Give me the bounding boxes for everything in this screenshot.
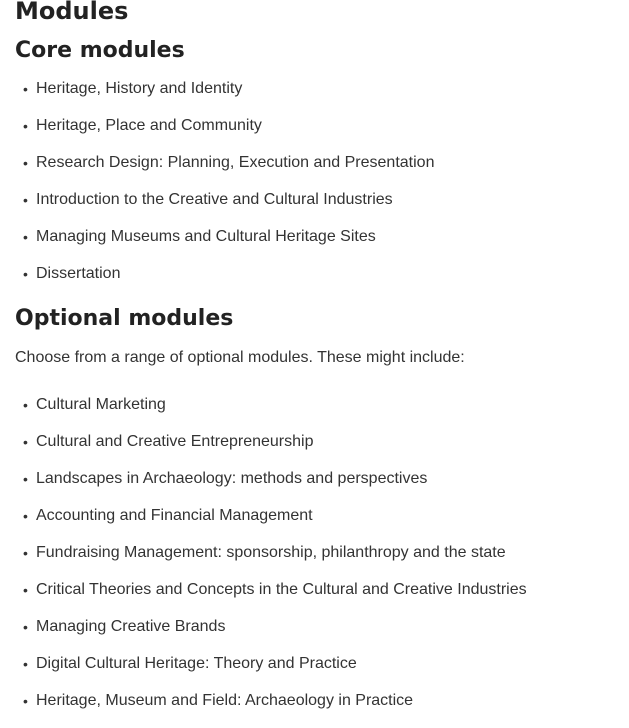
module-name: Dissertation xyxy=(36,265,121,282)
bullet-icon: • xyxy=(23,155,28,171)
optional-modules-heading: Optional modules xyxy=(15,306,234,331)
optional-modules-intro: Choose from a range of optional modules. These might include: xyxy=(15,349,465,366)
bullet-icon: • xyxy=(23,656,28,672)
module-name: Heritage, History and Identity xyxy=(36,80,243,97)
bullet-icon: • xyxy=(23,582,28,598)
module-name: Cultural and Creative Entrepreneurship xyxy=(36,433,314,450)
bullet-icon: • xyxy=(23,397,28,413)
bullet-icon: • xyxy=(23,471,28,487)
module-name: Heritage, Place and Community xyxy=(36,117,262,134)
bullet-icon: • xyxy=(23,508,28,524)
bullet-icon: • xyxy=(23,229,28,245)
module-name: Heritage, Museum and Field: Archaeology in Practice xyxy=(36,692,414,709)
module-name: Cultural Marketing xyxy=(36,396,166,413)
bullet-icon: • xyxy=(23,81,28,97)
module-name: Accounting and Financial Management xyxy=(36,507,313,524)
bullet-icon: • xyxy=(23,118,28,134)
bullet-icon: • xyxy=(23,619,28,635)
module-name: Digital Cultural Heritage: Theory and Practice xyxy=(36,655,357,672)
bullet-icon: • xyxy=(23,266,28,282)
module-name: Introduction to the Creative and Cultural Industries xyxy=(36,191,393,208)
bullet-icon: • xyxy=(23,434,28,450)
module-name: Landscapes in Archaeology: methods and perspectives xyxy=(36,470,428,487)
module-name: Fundraising Management: sponsorship, philanthropy and the state xyxy=(36,544,506,561)
core-modules-heading: Core modules xyxy=(15,38,185,63)
bullet-icon: • xyxy=(23,545,28,561)
module-name: Critical Theories and Concepts in the Cultural and Creative Industries xyxy=(36,581,527,598)
module-name: Managing Creative Brands xyxy=(36,618,226,635)
page-title: Modules xyxy=(15,0,129,25)
module-name: Managing Museums and Cultural Heritage Sites xyxy=(36,228,376,245)
bullet-icon: • xyxy=(23,192,28,208)
module-name: Research Design: Planning, Execution and Presentation xyxy=(36,154,435,171)
bullet-icon: • xyxy=(23,693,28,709)
